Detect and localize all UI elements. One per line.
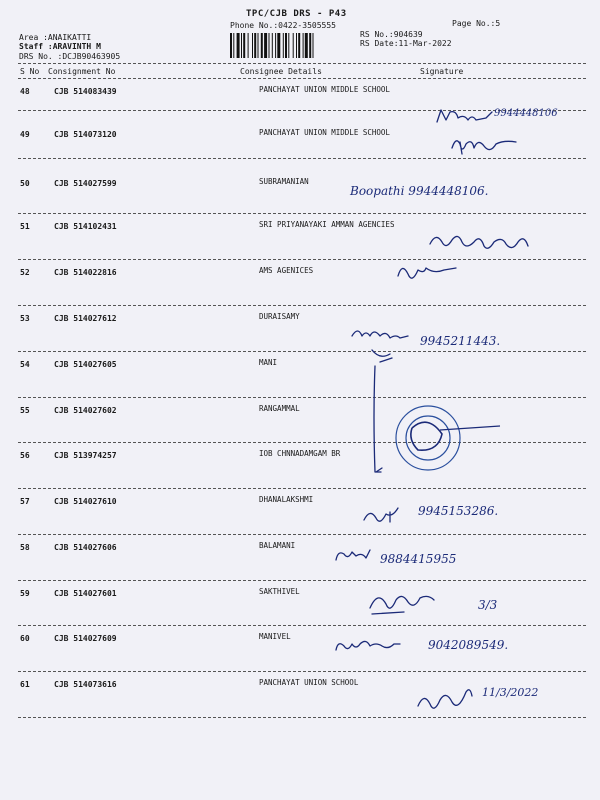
row-consignee: SRI PRIYANAYAKI AMMAN AGENCIES: [259, 220, 395, 229]
handwritten-boopathi-50: Boopathi 9944448106.: [350, 184, 489, 198]
row-sno: 51: [20, 222, 30, 231]
barcode-bar: [261, 33, 263, 58]
barcode-bar: [309, 33, 311, 58]
signature-58: [336, 550, 370, 560]
row-consignee: MANIVEL: [259, 632, 291, 641]
row-sno: 52: [20, 268, 30, 277]
row-divider: [18, 213, 586, 214]
signature-52: [398, 268, 456, 278]
row-consignment-no: CJB 514083439: [54, 87, 117, 96]
barcode: [230, 33, 352, 58]
row-consignment-no: CJB 514027606: [54, 543, 117, 552]
handwritten-date-61: 11/3/2022: [482, 686, 539, 699]
barcode-bar: [288, 33, 289, 58]
row-sno: 59: [20, 589, 30, 598]
row-consignment-no: CJB 514027610: [54, 497, 117, 506]
barcode-bar: [283, 33, 284, 58]
row-consignment-no: CJB 514027612: [54, 314, 117, 323]
column-sno: S No: [20, 67, 40, 76]
row-divider: [18, 625, 586, 626]
row-consignee: PANCHAYAT UNION MIDDLE SCHOOL: [259, 128, 390, 137]
row-consignment-no: CJB 514027602: [54, 406, 117, 415]
row-sno: 58: [20, 543, 30, 552]
row-divider: [18, 580, 586, 581]
column-consignment: Consignment No: [48, 67, 116, 76]
bracket-line: [374, 366, 382, 472]
signature-61: [418, 690, 472, 708]
barcode-bar: [241, 33, 242, 58]
row-sno: 55: [20, 406, 30, 415]
barcode-bar: [272, 33, 273, 58]
handwritten-phone-48: 9944448106: [494, 108, 558, 119]
barcode-bar: [258, 33, 259, 58]
barcode-bar: [248, 33, 249, 58]
row-consignment-no: CJB 514027609: [54, 634, 117, 643]
row-consignment-no: CJB 514027601: [54, 589, 117, 598]
row-sno: 53: [20, 314, 30, 323]
handwritten-phone-57: 9945153286.: [418, 504, 499, 518]
row-consignment-no: CJB 513974257: [54, 451, 117, 460]
barcode-bar: [313, 33, 314, 58]
signature-48: [437, 110, 492, 122]
signature-57: [364, 508, 398, 522]
barcode-bar: [303, 33, 304, 58]
row-sno: 61: [20, 680, 30, 689]
barcode-bar: [293, 33, 294, 58]
row-sno: 60: [20, 634, 30, 643]
report-title: TPC/CJB DRS - P43: [246, 9, 347, 19]
row-consignee: RANGAMMAL: [259, 404, 300, 413]
staff-label: Staff :ARAVINTH M: [19, 42, 101, 51]
row-consignee: PANCHAYAT UNION MIDDLE SCHOOL: [259, 85, 390, 94]
barcode-bar: [230, 33, 232, 58]
bank-stamp: [396, 406, 500, 470]
barcode-bar: [285, 33, 287, 58]
row-divider: [18, 158, 586, 159]
signature-59: [370, 596, 434, 614]
row-sno: 50: [20, 179, 30, 188]
row-consignee: MANI: [259, 358, 278, 367]
signature-60: [336, 641, 400, 650]
barcode-bar: [243, 33, 245, 58]
row-consignee: AMS AGENICES: [259, 266, 314, 275]
row-sno: 49: [20, 130, 30, 139]
row-consignment-no: CJB 514022816: [54, 268, 117, 277]
barcode-bar: [277, 33, 280, 58]
signature-53-name: [352, 331, 408, 338]
row-divider: [18, 671, 586, 672]
barcode-bar: [298, 33, 300, 58]
row-divider: [18, 534, 586, 535]
row-consignment-no: CJB 514027599: [54, 179, 117, 188]
column-divider: [18, 78, 586, 79]
barcode-bar: [296, 33, 297, 58]
row-divider: [18, 488, 586, 489]
barcode-bar: [275, 33, 276, 58]
row-consignee: DURAISAMY: [259, 312, 300, 321]
row-consignee: PANCHAYAT UNION SCHOOL: [259, 678, 359, 687]
row-consignee: SUBRAMANIAN: [259, 177, 309, 186]
row-sno: 57: [20, 497, 30, 506]
handwritten-date-59: 3/3: [478, 598, 498, 612]
header-divider: [18, 63, 586, 64]
row-consignee: IOB CHNNADAMGAM BR: [259, 449, 341, 458]
row-consignment-no: CJB 514102431: [54, 222, 117, 231]
row-divider: [18, 442, 586, 443]
barcode-bar: [233, 33, 234, 58]
area-label: Area :ANAIKATTI: [19, 33, 92, 42]
barcode-bar: [237, 33, 240, 58]
barcode-bar: [252, 33, 253, 58]
handwritten-phone-58: 9884415955: [380, 552, 457, 566]
handwritten-phone-53: 9945211443.: [420, 334, 501, 348]
rs-date: RS Date:11-Mar-2022: [360, 39, 452, 48]
row-sno: 48: [20, 87, 30, 96]
row-sno: 54: [20, 360, 30, 369]
row-consignee: BALAMANI: [259, 541, 296, 550]
rs-number: RS No.:904639: [360, 30, 423, 39]
signature-51: [430, 236, 528, 248]
row-consignment-no: CJB 514073616: [54, 680, 117, 689]
column-consignee: Consignee Details: [240, 67, 322, 76]
handwritten-phone-60: 9042089549.: [428, 638, 509, 652]
barcode-bar: [269, 33, 270, 58]
row-consignment-no: CJB 514027605: [54, 360, 117, 369]
page-number: Page No.:5: [452, 19, 501, 28]
row-divider: [18, 717, 586, 718]
barcode-bar: [264, 33, 267, 58]
barcode-bar: [254, 33, 256, 58]
drs-number: DRS No. :DCJB90463905: [19, 52, 121, 61]
barcode-bar: [305, 33, 308, 58]
phone-number: Phone No.:0422-3505555: [230, 21, 336, 30]
row-divider: [18, 351, 586, 352]
row-divider: [18, 397, 586, 398]
row-divider: [18, 305, 586, 306]
row-consignment-no: CJB 514073120: [54, 130, 117, 139]
column-signature: Signature: [420, 67, 464, 76]
signature-49: [452, 141, 516, 154]
row-consignee: SAKTHIVEL: [259, 587, 300, 596]
row-consignee: DHANALAKSHMI: [259, 495, 314, 504]
row-divider: [18, 259, 586, 260]
row-sno: 56: [20, 451, 30, 460]
